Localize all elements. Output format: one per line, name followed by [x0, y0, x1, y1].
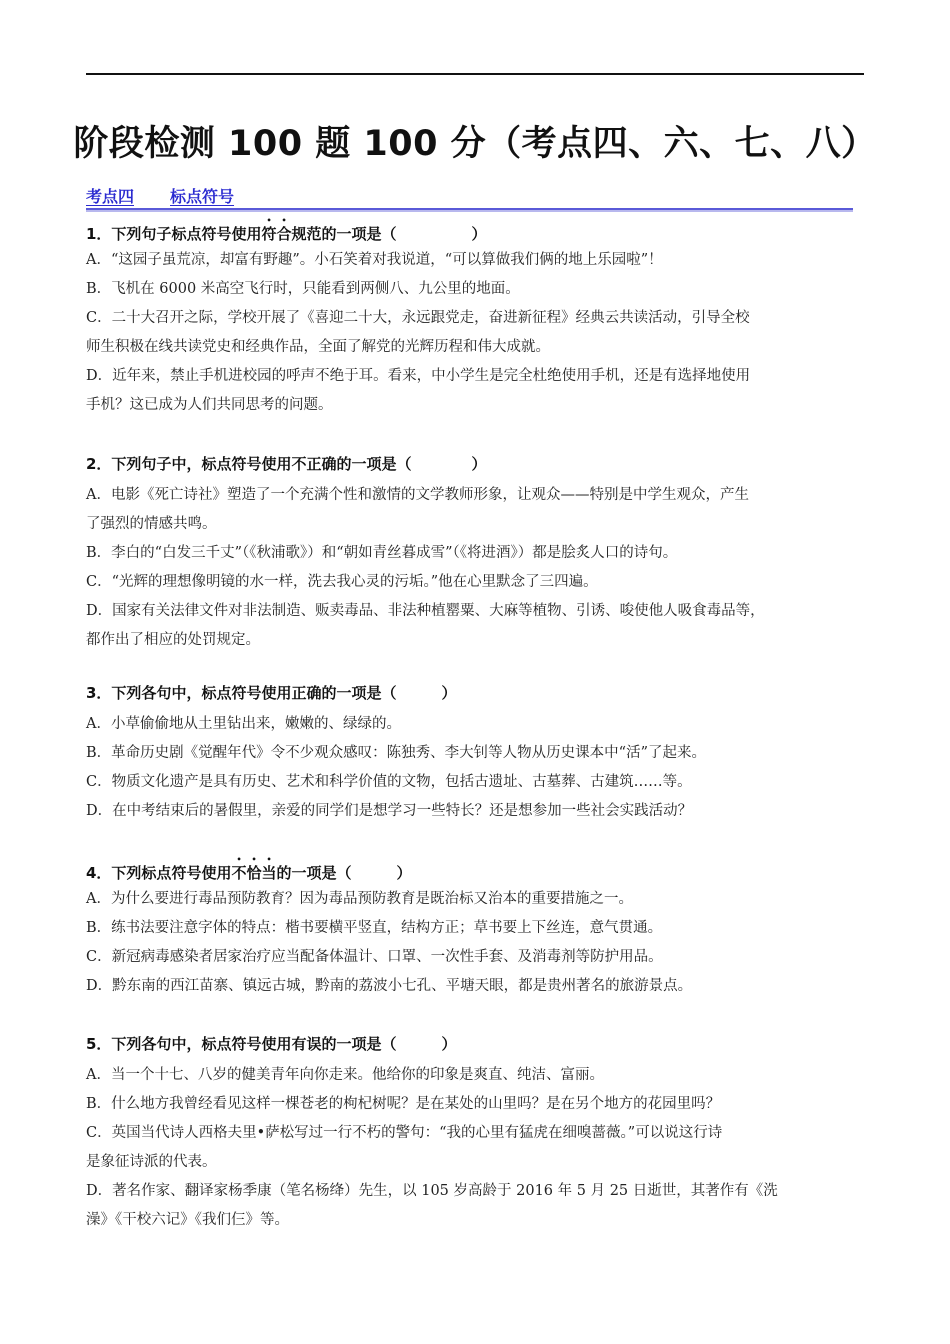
stem-emphasis: 不恰当	[231, 864, 277, 882]
option-line: D．著名作家、翻译家杨季康（笔名杨绛）先生，以 105 岁高龄于 2016 年 5 月 25 日逝世，其著作有《洗	[86, 1183, 778, 1199]
option-line: B．革命历史剧《觉醒年代》令不少观众感叹：陈独秀、李大钊等人物从历史课本中“活”了起来。	[86, 745, 706, 761]
option-line: 师生积极在线共读党史和经典作品，全面了解党的光辉历程和伟大成就。	[86, 339, 550, 355]
stem-text: 5．下列各句中，标点符号使用有误的一项是（ ）	[86, 1035, 457, 1053]
option-line: A．“这园子虽荒凉，却富有野趣”。小石笑着对我说道，“可以算做我们俩的地上乐园啦”！	[86, 252, 663, 268]
stem-text: 3．下列各句中，标点符号使用正确的一项是（ ）	[86, 684, 457, 702]
section-heading	[86, 184, 853, 210]
stem-text: 4．下列标点符号使用	[86, 864, 232, 882]
option-line: A．小草偷偷地从土里钻出来，嫩嫩的、绿绿的。	[86, 716, 401, 732]
question-2	[86, 451, 866, 655]
question-stem	[86, 1031, 866, 1057]
option-line: C．物质文化遗产是具有历史、艺术和科学价值的文物，包括古遗址、古墓葬、古建筑……等。	[86, 774, 692, 790]
option-line: D．近年来，禁止手机进校园的呼声不绝于耳。看来，中小学生是完全杜绝使用手机，还是有选择地使用	[86, 368, 751, 384]
question-stem	[86, 451, 866, 477]
stem-text-tail: 的一项是（ ）	[276, 864, 412, 882]
option-line: A．为什么要进行毒品预防教育？因为毒品预防教育是既治标又治本的重要措施之一。	[86, 891, 633, 907]
option-line: 澡》《干校六记》《我们仨》等。	[86, 1212, 289, 1228]
option-line: D．国家有关法律文件对非法制造、贩卖毒品、非法种植罂粟、大麻等植物、引诱、唆使他人吸食毒品等，	[86, 603, 765, 619]
question-1	[86, 216, 866, 420]
stem-text-tail: 规范的一项是（ ）	[291, 225, 487, 243]
option-line: B．飞机在 6000 米高空飞行时，只能看到两侧八、九公里的地面。	[86, 281, 520, 297]
option-line: B．练书法要注意字体的特点：楷书要横平竖直，结构方正；草书要上下丝连，意气贯通。	[86, 920, 663, 936]
stem-text: 2．下列句子中，标点符号使用不正确的一项是（ ）	[86, 455, 487, 473]
option-line: 都作出了相应的处罚规定。	[86, 632, 260, 648]
option-line: A．电影《死亡诗社》塑造了一个充满个性和激情的文学教师形象，让观众——特别是中学生观众，产生	[86, 487, 749, 503]
option-line: D．在中考结束后的暑假里，亲爱的同学们是想学习一些特长？还是想参加一些社会实践活动？	[86, 803, 693, 819]
option-line: C．二十大召开之际，学校开展了《喜迎二十大，永远跟党走，奋进新征程》经典云共读活动，引导全校	[86, 310, 750, 326]
question-4	[86, 855, 866, 1001]
question-stem	[86, 216, 866, 242]
option-line: D．黔东南的西江苗寨、镇远古城，黔南的荔波小七孔、平塘天眼，都是贵州著名的旅游景点。	[86, 978, 693, 994]
question-stem	[86, 680, 866, 706]
option-line: C．新冠病毒感染者居家治疗应当配备体温计、口罩、一次性手套、及消毒剂等防护用品。	[86, 949, 663, 965]
header-rule	[86, 73, 864, 75]
question-5	[86, 1031, 866, 1235]
option-line: B．什么地方我曾经看见这样一棵苍老的枸杞树呢？是在某处的山里吗？是在另个地方的花园里吗？	[86, 1096, 721, 1112]
option-line: C．“光辉的理想像明镜的水一样，洗去我心灵的污垢。”他在心里默念了三四遍。	[86, 574, 598, 590]
page-title: 阶段检测 100 题 100 分（考点四、六、七、八）	[73, 124, 877, 164]
question-stem	[86, 855, 866, 881]
question-3	[86, 680, 866, 826]
option-line: 手机？这已成为人们共同思考的问题。	[86, 397, 333, 413]
option-line: A．当一个十七、八岁的健美青年向你走来。他给你的印象是爽直、纯洁、富丽。	[86, 1067, 604, 1083]
section-topic: 标点符号	[170, 187, 235, 206]
section-label: 考点四	[86, 187, 135, 206]
option-line: 了强烈的情感共鸣。	[86, 516, 217, 532]
option-line: C．英国当代诗人西格夫里•萨松写过一行不朽的警句：“我的心里有猛虎在细嗅蔷薇。”可以说这行诗	[86, 1125, 723, 1141]
option-line: B．李白的“白发三千丈”（《秋浦歌》）和“朝如青丝暮成雪”（《将进酒》）都是脍炙人口的诗句。	[86, 545, 678, 561]
stem-emphasis: 符合	[261, 225, 292, 243]
option-line: 是象征诗派的代表。	[86, 1154, 217, 1170]
stem-text: 1．下列句子标点符号使用	[86, 225, 262, 243]
